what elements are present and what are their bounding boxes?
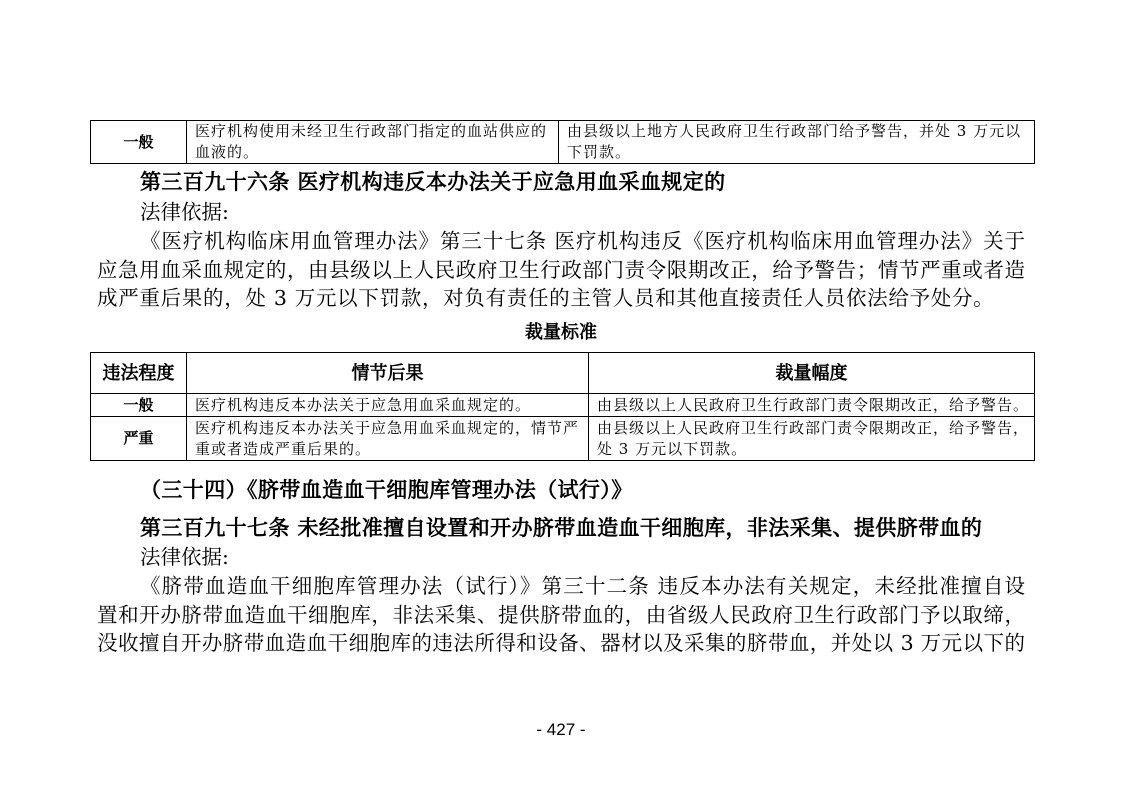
legal-basis-label: 法律依据: [140, 545, 229, 569]
column-header-penalty: 裁量幅度 [589, 353, 1035, 394]
paragraph-line: 成严重后果的，处 3 万元以下罚款，对负有责任的主管人员和其他直接责任人员依法给予处分。 [97, 286, 995, 311]
legal-basis-paragraph [97, 227, 1025, 313]
discretion-standard-table [90, 352, 1035, 461]
violation-degree-cell: 一般 [91, 121, 187, 164]
legal-basis-paragraph [97, 572, 1025, 658]
paragraph-line: 没收擅自开办脐带血造血干细胞库的违法所得和设备、器材以及采集的脐带血，并处以 3 万元以下的 [97, 631, 1025, 656]
violation-degree-cell: 严重 [91, 417, 187, 461]
paragraph-line: 《医疗机构临床用血管理办法》第三十七条 医疗机构违反《医疗机构临床用血管理办法》关于 [140, 229, 1025, 253]
circumstance-cell: 医疗机构违反本办法关于应急用血采血规定的。 [187, 394, 589, 417]
table-header-row [91, 353, 1035, 394]
table-row [91, 417, 1035, 461]
paragraph-line: 《脐带血造血干细胞库管理办法（试行）》第三十二条 违反本办法有关规定，未经批准擅自设 [140, 574, 1025, 598]
page-number: - 427 - [536, 720, 586, 739]
penalty-range-cell: 由县级以上地方人民政府卫生行政部门给予警告，并处 3 万元以下罚款。 [559, 121, 1035, 164]
paragraph-line: 应急用血采血规定的，由县级以上人民政府卫生行政部门责令限期改正，给予警告；情节严重或者造 [97, 257, 1025, 282]
penalty-table-continued [90, 120, 1035, 164]
circumstance-cell: 医疗机构使用未经卫生行政部门指定的血站供应的血液的。 [187, 121, 559, 164]
legal-basis-label: 法律依据: [140, 200, 229, 224]
column-header-circumstance: 情节后果 [187, 353, 589, 394]
article-396-heading: 第三百九十六条 医疗机构违反本办法关于应急用血采血规定的 [140, 170, 726, 194]
article-397-heading: 第三百九十七条 未经批准擅自设置和开办脐带血造血干细胞库，非法采集、提供脐带血的 [140, 516, 983, 540]
paragraph-line: 置和开办脐带血造血干细胞库，非法采集、提供脐带血的，由省级人民政府卫生行政部门予以取缔， [97, 602, 1025, 627]
penalty-range-cell: 由县级以上人民政府卫生行政部门责令限期改正，给予警告，处 3 万元以下罚款。 [589, 417, 1035, 461]
discretion-standard-title: 裁量标准 [525, 322, 597, 343]
violation-degree-cell: 一般 [91, 394, 187, 417]
column-header-degree: 违法程度 [91, 353, 187, 394]
table-row [91, 121, 1035, 164]
section-title: （三十四）《脐带血造血干细胞库管理办法（试行）》 [140, 478, 633, 502]
penalty-range-cell: 由县级以上人民政府卫生行政部门责令限期改正，给予警告。 [589, 394, 1035, 417]
circumstance-cell: 医疗机构违反本办法关于应急用血采血规定的，情节严重或者造成严重后果的。 [187, 417, 589, 461]
table-row [91, 394, 1035, 417]
